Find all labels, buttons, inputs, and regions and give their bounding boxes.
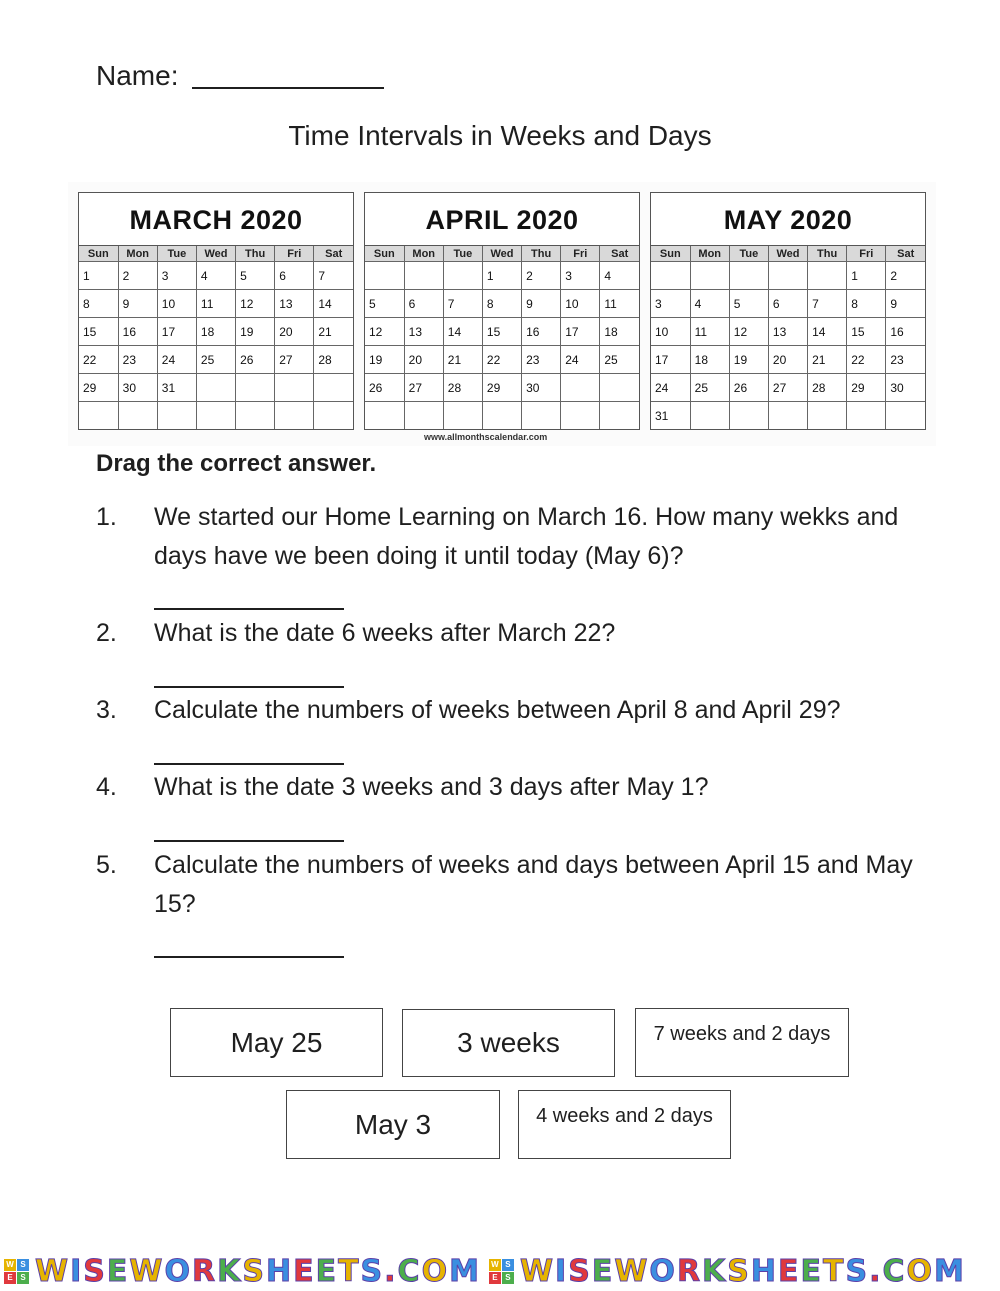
calendar-source: www.allmonthscalendar.com: [424, 432, 548, 442]
question-text: What is the date 6 weeks after March 22?: [154, 619, 616, 647]
day-cell: 11: [600, 290, 639, 318]
day-cell: [808, 402, 847, 430]
day-cell: [808, 262, 847, 290]
weekday-header: Tue: [729, 246, 768, 262]
day-cell: 25: [600, 346, 639, 374]
day-cell: 12: [729, 318, 768, 346]
calendar-march: [78, 192, 354, 430]
day-cell: 3: [561, 262, 600, 290]
brand-text: WISEWORKSHEETS.COM: [35, 1254, 481, 1289]
day-cell: [404, 262, 443, 290]
weekday-header: Tue: [443, 246, 482, 262]
day-cell: 2: [522, 262, 561, 290]
day-cell: 23: [886, 346, 925, 374]
question-text: Calculate the numbers of weeks and days between April 15 and May 15?: [154, 851, 913, 918]
question-text: We started our Home Learning on March 16. How many wekks and days have we been doing it until today (May 6)?: [154, 503, 899, 570]
day-cell: 10: [561, 290, 600, 318]
month-title: MARCH 2020: [79, 193, 353, 246]
day-cell: 23: [118, 346, 157, 374]
day-cell: 18: [690, 346, 729, 374]
weekday-header: Sat: [314, 246, 353, 262]
weekday-header: Fri: [275, 246, 314, 262]
day-cell: [600, 402, 639, 430]
day-cell: 17: [561, 318, 600, 346]
answer-drop-3[interactable]: [154, 763, 344, 765]
day-cell: 1: [482, 262, 521, 290]
day-cell: [651, 262, 690, 290]
day-cell: 6: [275, 262, 314, 290]
day-cell: 12: [365, 318, 404, 346]
day-cell: [157, 402, 196, 430]
answer-chip-7-weeks-2-days[interactable]: 7 weeks and 2 days: [635, 1008, 849, 1077]
day-cell: 3: [157, 262, 196, 290]
day-cell: 17: [651, 346, 690, 374]
answer-chip-3-weeks[interactable]: 3 weeks: [402, 1009, 615, 1077]
day-cell: 15: [847, 318, 886, 346]
day-cell: 10: [651, 318, 690, 346]
weekday-header: Wed: [196, 246, 235, 262]
day-cell: 22: [482, 346, 521, 374]
answer-chip-may-25[interactable]: May 25: [170, 1008, 383, 1077]
day-cell: 18: [600, 318, 639, 346]
day-cell: 1: [79, 262, 118, 290]
day-cell: 26: [365, 374, 404, 402]
day-cell: 25: [196, 346, 235, 374]
footer-watermark: [0, 1252, 1000, 1291]
day-cell: [365, 402, 404, 430]
day-cell: 19: [729, 346, 768, 374]
day-cell: 5: [729, 290, 768, 318]
instructions: Drag the correct answer.: [96, 450, 377, 477]
day-cell: [443, 262, 482, 290]
day-cell: 22: [847, 346, 886, 374]
weekday-header: Thu: [808, 246, 847, 262]
day-cell: 28: [808, 374, 847, 402]
day-cell: [236, 374, 275, 402]
month-title: APRIL 2020: [365, 193, 639, 246]
day-cell: 21: [314, 318, 353, 346]
day-cell: 13: [768, 318, 807, 346]
day-cell: 1: [847, 262, 886, 290]
day-cell: 11: [196, 290, 235, 318]
day-cell: 12: [236, 290, 275, 318]
day-cell: [314, 402, 353, 430]
day-cell: 10: [157, 290, 196, 318]
day-cell: [275, 402, 314, 430]
day-cell: 8: [847, 290, 886, 318]
day-cell: 31: [157, 374, 196, 402]
day-cell: 27: [275, 346, 314, 374]
day-cell: 7: [808, 290, 847, 318]
logo-icon: W S E S: [4, 1259, 29, 1284]
day-cell: 27: [404, 374, 443, 402]
day-cell: [275, 374, 314, 402]
day-cell: 19: [365, 346, 404, 374]
day-cell: 4: [690, 290, 729, 318]
day-cell: 4: [196, 262, 235, 290]
day-cell: [522, 402, 561, 430]
day-cell: 8: [79, 290, 118, 318]
answer-chip-may-3[interactable]: May 3: [286, 1090, 500, 1159]
weekday-header: Tue: [157, 246, 196, 262]
day-cell: 6: [404, 290, 443, 318]
day-cell: 21: [808, 346, 847, 374]
day-cell: 15: [482, 318, 521, 346]
day-cell: 7: [443, 290, 482, 318]
day-cell: 11: [690, 318, 729, 346]
day-cell: [365, 262, 404, 290]
day-cell: 27: [768, 374, 807, 402]
calendar-april: [364, 192, 640, 430]
weekday-header: Fri: [847, 246, 886, 262]
day-cell: 24: [651, 374, 690, 402]
day-cell: 30: [522, 374, 561, 402]
day-cell: 26: [236, 346, 275, 374]
day-cell: 20: [768, 346, 807, 374]
answer-chip-4-weeks-2-days[interactable]: 4 weeks and 2 days: [518, 1090, 731, 1159]
day-cell: [118, 402, 157, 430]
question-number: 3.: [96, 696, 117, 724]
worksheet-title: Time Intervals in Weeks and Days: [288, 120, 712, 151]
day-cell: [886, 402, 925, 430]
day-cell: 13: [275, 290, 314, 318]
weekday-header: Fri: [561, 246, 600, 262]
day-cell: 25: [690, 374, 729, 402]
day-cell: [561, 402, 600, 430]
month-title: MAY 2020: [651, 193, 925, 246]
day-cell: [236, 402, 275, 430]
day-cell: 19: [236, 318, 275, 346]
day-cell: 2: [886, 262, 925, 290]
day-cell: 20: [275, 318, 314, 346]
day-cell: 13: [404, 318, 443, 346]
question-number: 2.: [96, 619, 117, 647]
day-cell: [690, 262, 729, 290]
day-cell: 4: [600, 262, 639, 290]
day-cell: [600, 374, 639, 402]
day-cell: [196, 402, 235, 430]
answer-drop-1[interactable]: [154, 608, 344, 610]
brand-logo-repeat: [485, 1254, 966, 1289]
day-cell: 15: [79, 318, 118, 346]
day-cell: 9: [118, 290, 157, 318]
day-cell: [482, 402, 521, 430]
day-cell: [729, 402, 768, 430]
day-cell: 23: [522, 346, 561, 374]
day-cell: 14: [314, 290, 353, 318]
day-cell: [314, 374, 353, 402]
day-cell: 28: [443, 374, 482, 402]
day-cell: [729, 262, 768, 290]
question-text: What is the date 3 weeks and 3 days after May 1?: [154, 773, 709, 801]
calendar-image: [68, 182, 936, 446]
weekday-header: Thu: [236, 246, 275, 262]
logo-icon: W S E S: [489, 1259, 514, 1284]
day-cell: 9: [522, 290, 561, 318]
day-cell: 20: [404, 346, 443, 374]
day-cell: 30: [118, 374, 157, 402]
question-number: 4.: [96, 773, 117, 801]
answer-drop-2[interactable]: [154, 686, 344, 688]
day-cell: 5: [365, 290, 404, 318]
weekday-header: Mon: [404, 246, 443, 262]
day-cell: 29: [482, 374, 521, 402]
weekday-header: Thu: [522, 246, 561, 262]
name-label: Name:: [96, 60, 179, 91]
day-cell: 2: [118, 262, 157, 290]
day-cell: 7: [314, 262, 353, 290]
brand-logo: [0, 1254, 481, 1289]
day-cell: 9: [886, 290, 925, 318]
day-cell: 16: [886, 318, 925, 346]
day-cell: 28: [314, 346, 353, 374]
day-cell: [79, 402, 118, 430]
weekday-header: Mon: [690, 246, 729, 262]
question-text: Calculate the numbers of weeks between April 8 and April 29?: [154, 696, 841, 724]
day-cell: [561, 374, 600, 402]
day-cell: 5: [236, 262, 275, 290]
name-row: [96, 60, 384, 92]
weekday-header: Sun: [365, 246, 404, 262]
day-cell: 24: [157, 346, 196, 374]
day-cell: [768, 262, 807, 290]
weekday-header: Sun: [651, 246, 690, 262]
day-cell: 18: [196, 318, 235, 346]
day-cell: 6: [768, 290, 807, 318]
day-cell: 24: [561, 346, 600, 374]
day-cell: [404, 402, 443, 430]
answer-drop-5[interactable]: [154, 956, 344, 958]
brand-text: WISEWORKSHEETS.COM: [519, 1254, 966, 1289]
question-number: 1.: [96, 503, 117, 531]
day-cell: 30: [886, 374, 925, 402]
day-cell: [768, 402, 807, 430]
day-cell: [847, 402, 886, 430]
day-cell: 14: [443, 318, 482, 346]
weekday-header: Mon: [118, 246, 157, 262]
day-cell: [196, 374, 235, 402]
day-cell: 29: [79, 374, 118, 402]
day-cell: 17: [157, 318, 196, 346]
day-cell: 3: [651, 290, 690, 318]
weekday-header: Sat: [886, 246, 925, 262]
weekday-header: Wed: [482, 246, 521, 262]
name-blank: [192, 61, 384, 89]
day-cell: 31: [651, 402, 690, 430]
day-cell: 21: [443, 346, 482, 374]
day-cell: 16: [522, 318, 561, 346]
day-cell: 29: [847, 374, 886, 402]
day-cell: [443, 402, 482, 430]
answer-drop-4[interactable]: [154, 840, 344, 842]
calendar-may: [650, 192, 926, 430]
day-cell: 26: [729, 374, 768, 402]
day-cell: 22: [79, 346, 118, 374]
weekday-header: Sat: [600, 246, 639, 262]
day-cell: 14: [808, 318, 847, 346]
day-cell: [690, 402, 729, 430]
weekday-header: Wed: [768, 246, 807, 262]
weekday-header: Sun: [79, 246, 118, 262]
day-cell: 16: [118, 318, 157, 346]
question-number: 5.: [96, 851, 117, 879]
day-cell: 8: [482, 290, 521, 318]
